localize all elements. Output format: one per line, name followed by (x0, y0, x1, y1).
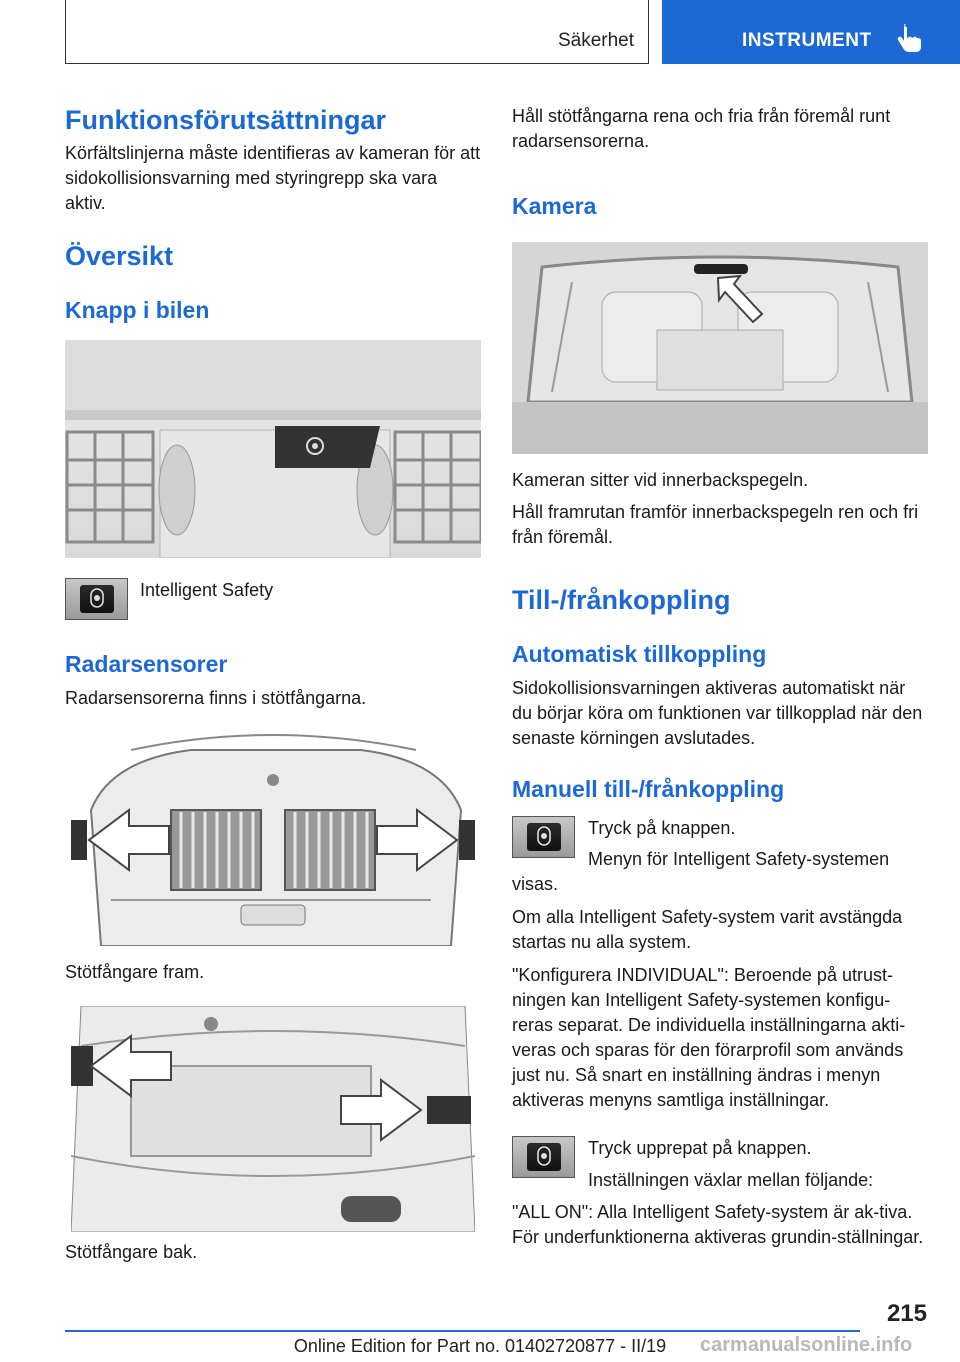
rear-bumper-photo (71, 1006, 475, 1232)
edition-footer: Online Edition for Part no. 01402720877 - II/19 (293, 1336, 667, 1356)
page-number: 215 (886, 1300, 927, 1327)
intelligent-safety-icon (90, 588, 104, 608)
header-chapter-title: INSTRUMENT (742, 30, 872, 51)
front-bumper-caption: Stötfångare fram. (65, 962, 205, 982)
camera-clean-text: Håll framrutan framför innerbackspegeln ren och fri från föremål. (512, 502, 919, 547)
press-button-text: Tryck på knappen. (588, 818, 736, 838)
heading-manual-on-off: Manuell till-/frånkoppling (512, 776, 785, 802)
footer-divider (65, 1330, 860, 1332)
camera-photo (512, 242, 928, 454)
heading-automatic-activation: Automatisk tillkoppling (512, 641, 767, 667)
radar-sensors-text: Radarsensorerna finns i stötfångarna. (65, 688, 367, 708)
all-off-text: Om alla Intelligent Safety-system varit avstängda startas nu alla system. (512, 907, 903, 952)
dashboard-button-photo (65, 340, 481, 558)
heading-camera: Kamera (512, 193, 597, 219)
all-on-text: "ALL ON": Alla Intelligent Safety-system är ak-tiva. För underfunktionerna aktiveras grundin-ställningar. (512, 1202, 924, 1247)
menu-shown-text: Menyn för Intelligent Safety-systemen visas. (512, 849, 890, 894)
automatic-activation-text: Sidokollisionsvarningen aktiveras automatiskt när du börjar köra om funktionen var tillkopplad när den senaste körningen avslutades. (512, 678, 923, 748)
intelligent-safety-caption: Intelligent Safety (140, 580, 274, 600)
intelligent-safety-icon (537, 1146, 551, 1166)
camera-location-text: Kameran sitter vid innerbackspegeln. (512, 470, 809, 490)
right-column (512, 0, 928, 1300)
configure-individual-text: "Konfigurera INDIVIDUAL": Beroende på utrust-ningen kan Intelligent Safety-systemen konfigu-reras separat. De individuella inställningarna akti-veras och sparas för den förarprofil som används just nu. Så snart en inställning ändras i menyn aktiveras menyns samtliga inställningar. (512, 965, 906, 1110)
keep-sensors-clean-text: Håll stötfångarna rena och fria från föremål runt radarsensorerna. (512, 106, 891, 151)
functional-prerequisites-text: Körfältslinjerna måste identifieras av kameran för att sidokollisionsvarning med styringrepp ska vara aktiv. (65, 143, 481, 213)
heading-overview: Översikt (65, 241, 174, 271)
toggle-between-text: Inställningen växlar mellan följande: (588, 1170, 874, 1190)
front-bumper-photo (71, 720, 475, 946)
watermark: carmanualsonline.info (700, 1334, 913, 1356)
button-image-repeat (512, 1136, 575, 1178)
rear-bumper-caption: Stötfångare bak. (65, 1242, 198, 1262)
intelligent-safety-icon (537, 826, 551, 846)
press-repeat-text: Tryck upprepat på knappen. (588, 1138, 812, 1158)
header-section-title: Säkerhet (557, 30, 634, 51)
left-column (65, 0, 481, 1300)
intelligent-safety-button-image (65, 578, 128, 620)
heading-functional-prerequisites: Funktionsförutsättningar (65, 105, 386, 135)
heading-on-off: Till-/frånkoppling (512, 585, 731, 615)
heading-button-in-car: Knapp i bilen (65, 297, 210, 323)
heading-radar-sensors: Radarsensorer (65, 651, 228, 677)
